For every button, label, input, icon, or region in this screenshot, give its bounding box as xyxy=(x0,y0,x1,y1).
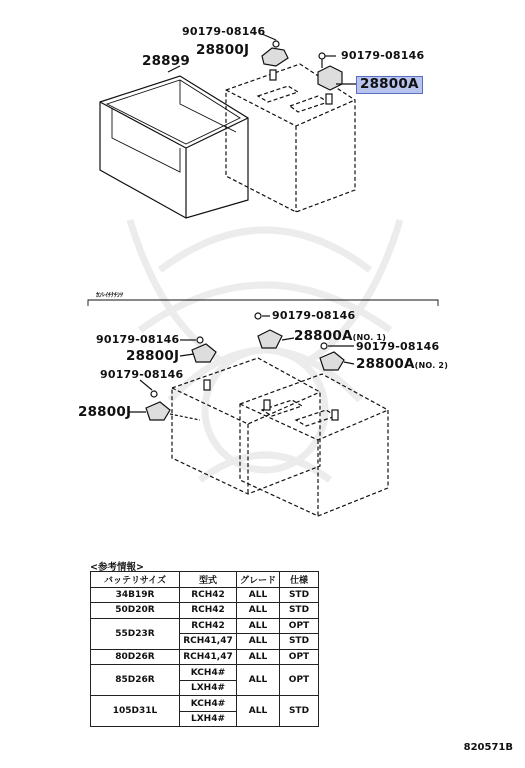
label-clamp-j-lower: 28800J xyxy=(78,404,132,420)
header-battery-size: バッテリサイズ xyxy=(91,572,180,588)
cell-spec: OPT xyxy=(280,649,319,665)
cell-model: RCH41,47 xyxy=(180,634,237,650)
label-bolt-left: 90179-08146 xyxy=(96,333,180,346)
cell-size: 80D26R xyxy=(91,649,180,665)
cell-spec: STD xyxy=(280,587,319,603)
cell-size: 50D20R xyxy=(91,603,180,619)
model-line: LXH4# xyxy=(190,713,225,724)
cell-size: 105D31L xyxy=(91,696,180,727)
label-bolt-right-top: 90179-08146 xyxy=(341,49,425,62)
cell-model: RCH42 xyxy=(180,618,237,634)
cell-grade: ALL xyxy=(237,649,280,665)
section-note: ｶﾝﾚｲﾁﾅﾁｼｦ xyxy=(96,292,124,299)
table-row xyxy=(91,696,319,727)
label-clamp-a-no1: 28800A(NO. 1) xyxy=(294,328,387,344)
table-row xyxy=(91,618,319,634)
label-clamp-j-top: 28800J xyxy=(196,42,250,58)
cell-grade: ALL xyxy=(237,634,280,650)
cell-model: RCH42 xyxy=(180,587,237,603)
label-bolt-center: 90179-08146 xyxy=(272,309,356,322)
cell-model: RCH41,47 xyxy=(180,649,237,665)
cell-grade: ALL xyxy=(237,603,280,619)
label-clamp-a-no2: 28800A(NO. 2) xyxy=(356,356,449,372)
clamp-28800j-upper xyxy=(192,344,216,362)
cell-grade: ALL xyxy=(237,587,280,603)
battery-bottom-left xyxy=(172,358,320,494)
table-row xyxy=(91,665,319,696)
cell-spec: OPT xyxy=(280,665,319,696)
cell-spec: OPT xyxy=(280,618,319,634)
cell-size: 34B19R xyxy=(91,587,180,603)
diagram-code: 820571B xyxy=(463,742,513,753)
cell-grade: ALL xyxy=(237,665,280,696)
cell-grade: ALL xyxy=(237,696,280,727)
table-row xyxy=(91,649,319,665)
cell-size: 85D26R xyxy=(91,665,180,696)
label-bolt-right: 90179-08146 xyxy=(356,340,440,353)
table-row xyxy=(91,603,319,619)
label-bolt-left-lower: 90179-08146 xyxy=(100,368,184,381)
label-bolt-top: 90179-08146 xyxy=(182,25,266,38)
model-line: KCH4# xyxy=(180,697,236,712)
header-model: 型式 xyxy=(180,572,237,588)
table-header-row xyxy=(91,572,319,588)
reference-caption: <参考情報> xyxy=(90,562,144,573)
reference-table xyxy=(90,571,319,727)
cell-spec: STD xyxy=(280,634,319,650)
model-line: KCH4# xyxy=(180,666,236,681)
model-line: LXH4# xyxy=(190,682,225,693)
table-row xyxy=(91,587,319,603)
label-clamp-a-top-highlighted[interactable]: 28800A xyxy=(356,76,423,94)
clamp-28800a-no2 xyxy=(320,352,344,370)
cell-model: RCH42 xyxy=(180,603,237,619)
cell-grade: ALL xyxy=(237,618,280,634)
clamp-28800a-no1 xyxy=(258,330,282,348)
cell-model-multi xyxy=(180,665,237,696)
header-grade: グレード xyxy=(237,572,280,588)
clamp-28800j-top xyxy=(262,41,288,66)
cell-model-multi xyxy=(180,696,237,727)
cell-spec: STD xyxy=(280,696,319,727)
clamp-28800j-lower xyxy=(146,402,170,420)
header-spec: 仕様 xyxy=(280,572,319,588)
cell-spec: STD xyxy=(280,603,319,619)
label-tray: 28899 xyxy=(142,53,190,69)
cell-size: 55D23R xyxy=(91,618,180,649)
label-clamp-j-upper: 28800J xyxy=(126,348,180,364)
